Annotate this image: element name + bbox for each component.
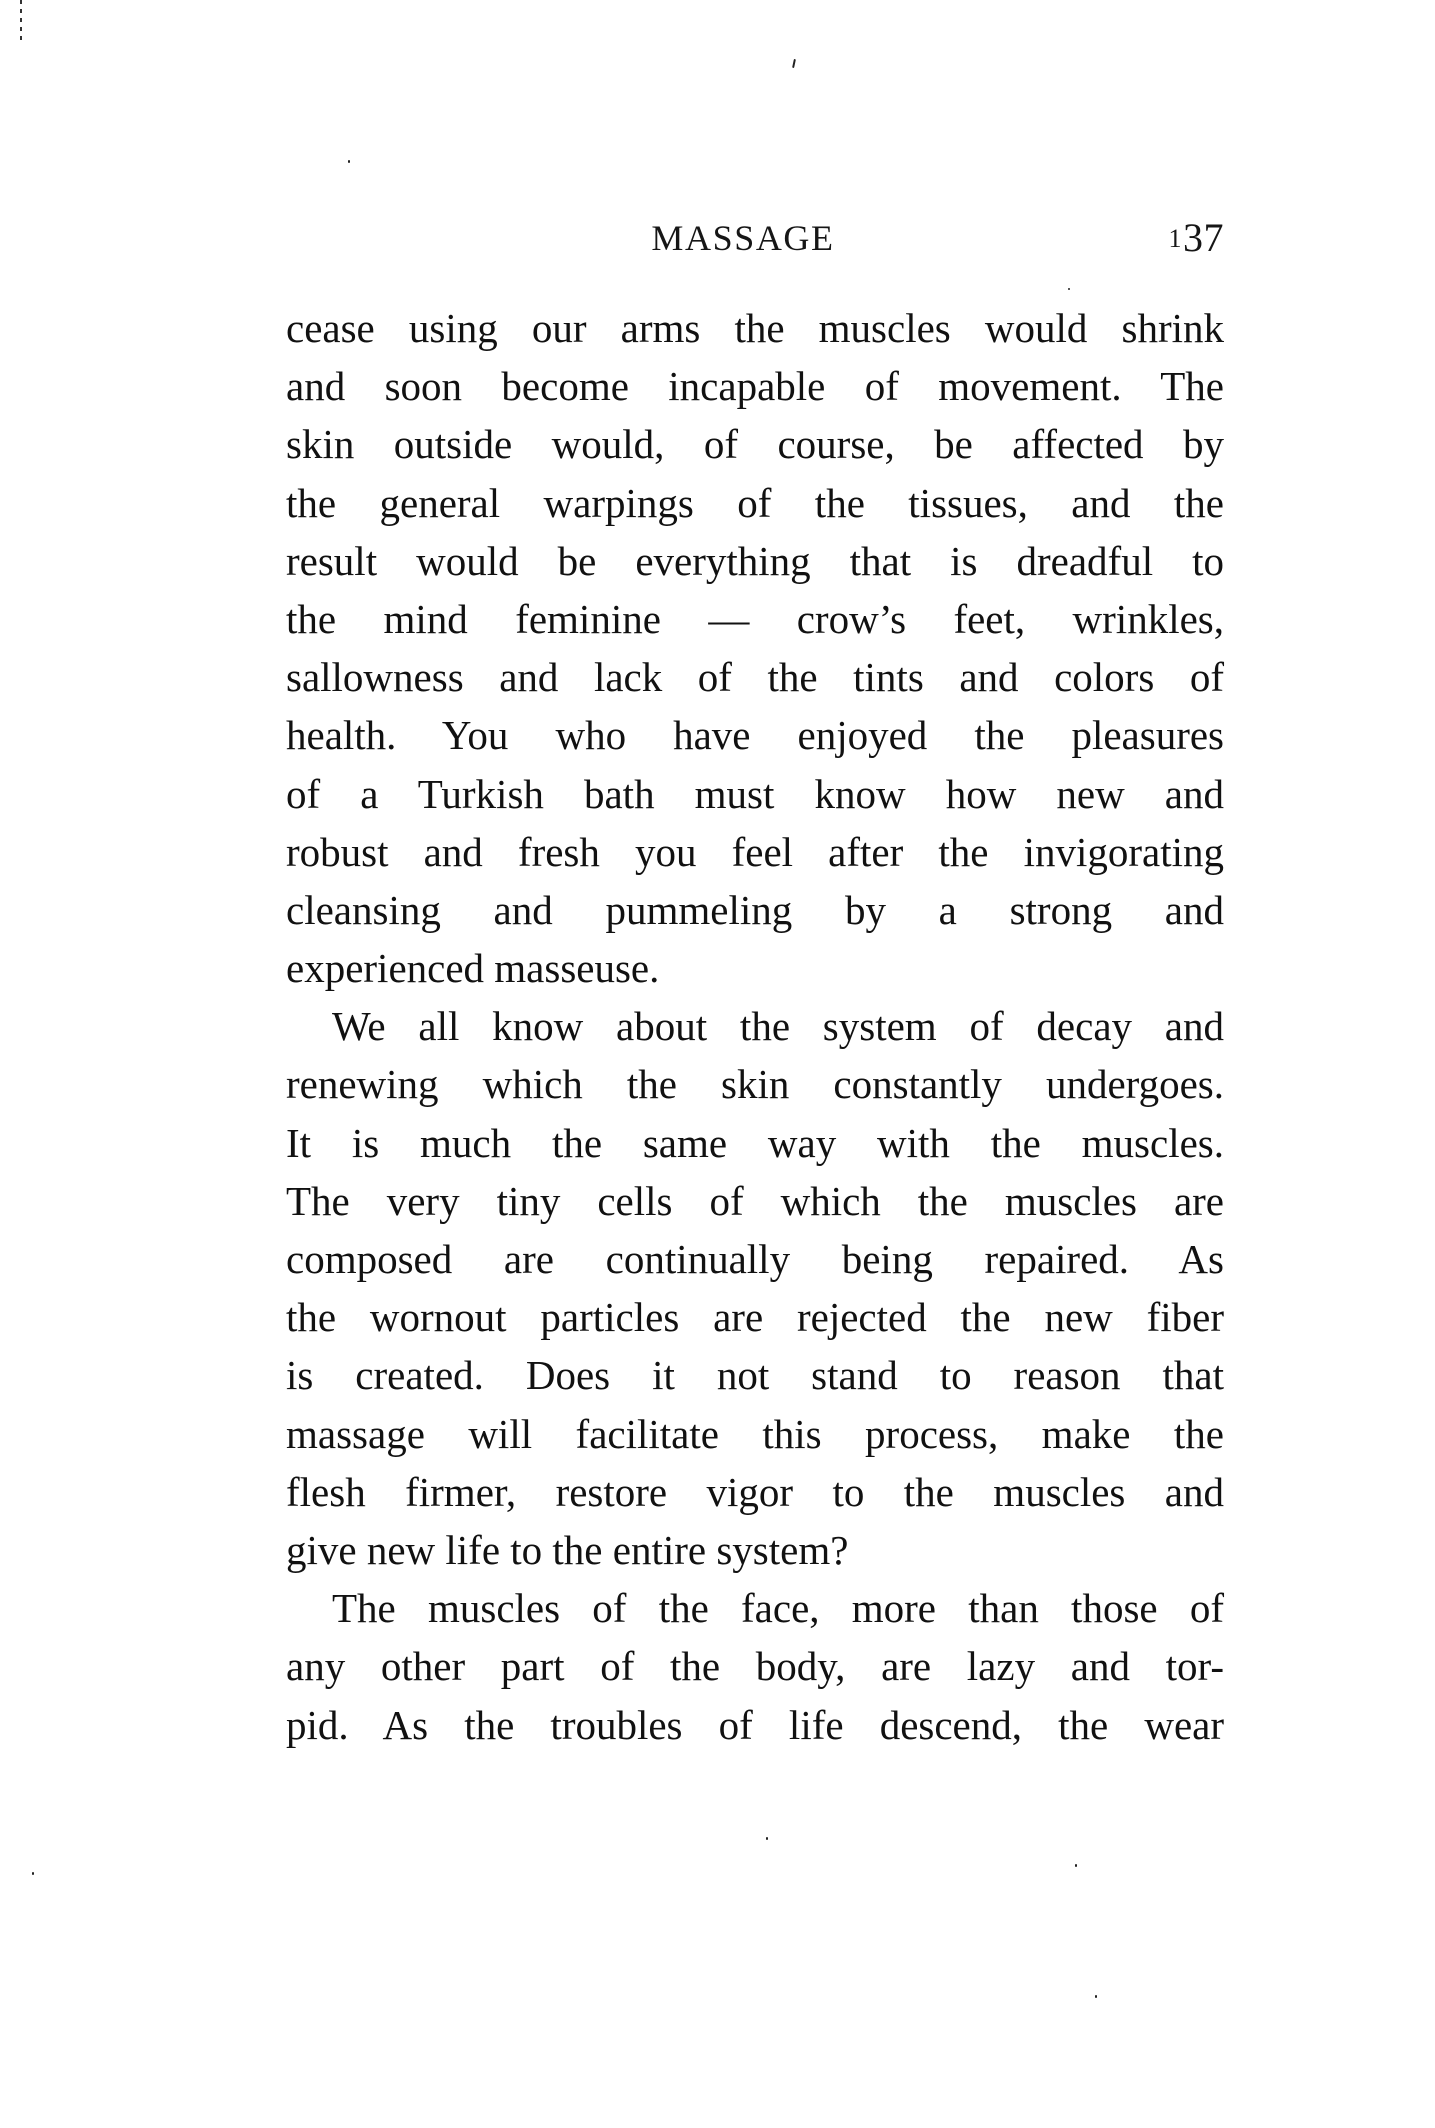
paragraph-2 bbox=[286, 997, 1224, 1579]
text-line: skin outside would, of course, be affected by bbox=[286, 421, 1224, 468]
text-line: renewing which the skin constantly undergoes. bbox=[286, 1061, 1224, 1108]
page-number-lead-digit: 1 bbox=[1168, 224, 1182, 253]
text-line: is created. Does it not stand to reason that bbox=[286, 1352, 1224, 1399]
text-line: pid. As the troubles of life descend, the wear bbox=[286, 1701, 1224, 1748]
text-line: sallowness and lack of the tints and colors of bbox=[286, 654, 1224, 701]
text-line: flesh firmer, restore vigor to the muscles and bbox=[286, 1468, 1224, 1515]
scan-speck bbox=[1075, 1864, 1077, 1867]
scan-speck bbox=[348, 160, 350, 163]
text-line: and soon become incapable of movement. The bbox=[286, 363, 1224, 410]
paragraph-3 bbox=[286, 1579, 1224, 1754]
text-line: The muscles of the face, more than those of bbox=[332, 1585, 1224, 1632]
scan-speck bbox=[32, 1872, 34, 1875]
text-line: give new life to the entire system? bbox=[286, 1526, 849, 1573]
text-line: robust and fresh you feel after the invigorating bbox=[286, 828, 1224, 875]
running-header bbox=[286, 216, 1224, 260]
text-line: The very tiny cells of which the muscles are bbox=[286, 1177, 1224, 1224]
page-number bbox=[1169, 216, 1225, 261]
page-number-rest: 37 bbox=[1183, 215, 1224, 260]
text-line: cleansing and pummeling by a strong and bbox=[286, 886, 1224, 933]
text-line: cease using our arms the muscles would shrink bbox=[286, 305, 1224, 351]
paragraph-1 bbox=[286, 299, 1224, 997]
text-line: health. You who have enjoyed the pleasures bbox=[286, 712, 1224, 759]
text-line: result would be everything that is dreadful to bbox=[286, 537, 1224, 584]
text-line: massage will facilitate this process, make the bbox=[286, 1410, 1224, 1457]
text-line: of a Turkish bath must know how new and bbox=[286, 770, 1224, 817]
text-line: composed are continually being repaired. As bbox=[286, 1236, 1224, 1282]
scan-speck bbox=[1095, 1995, 1097, 1998]
text-line: experienced masseuse. bbox=[286, 945, 660, 992]
text-line: any other part of the body, are lazy and tor- bbox=[286, 1643, 1224, 1690]
text-line: the mind feminine — crow’s feet, wrinkles, bbox=[286, 595, 1224, 642]
text-line: the general warpings of the tissues, and the bbox=[286, 479, 1224, 526]
scan-speck bbox=[792, 59, 796, 68]
scan-speck bbox=[1068, 288, 1070, 290]
text-line: It is much the same way with the muscles. bbox=[286, 1119, 1224, 1166]
scan-edge-artifact bbox=[20, 0, 22, 44]
running-title: MASSAGE bbox=[651, 218, 835, 258]
scan-speck bbox=[766, 1837, 768, 1840]
text-line: the wornout particles are rejected the new fiber bbox=[286, 1294, 1224, 1341]
body-text bbox=[286, 299, 1224, 1754]
text-line: We all know about the system of decay and bbox=[332, 1003, 1224, 1050]
